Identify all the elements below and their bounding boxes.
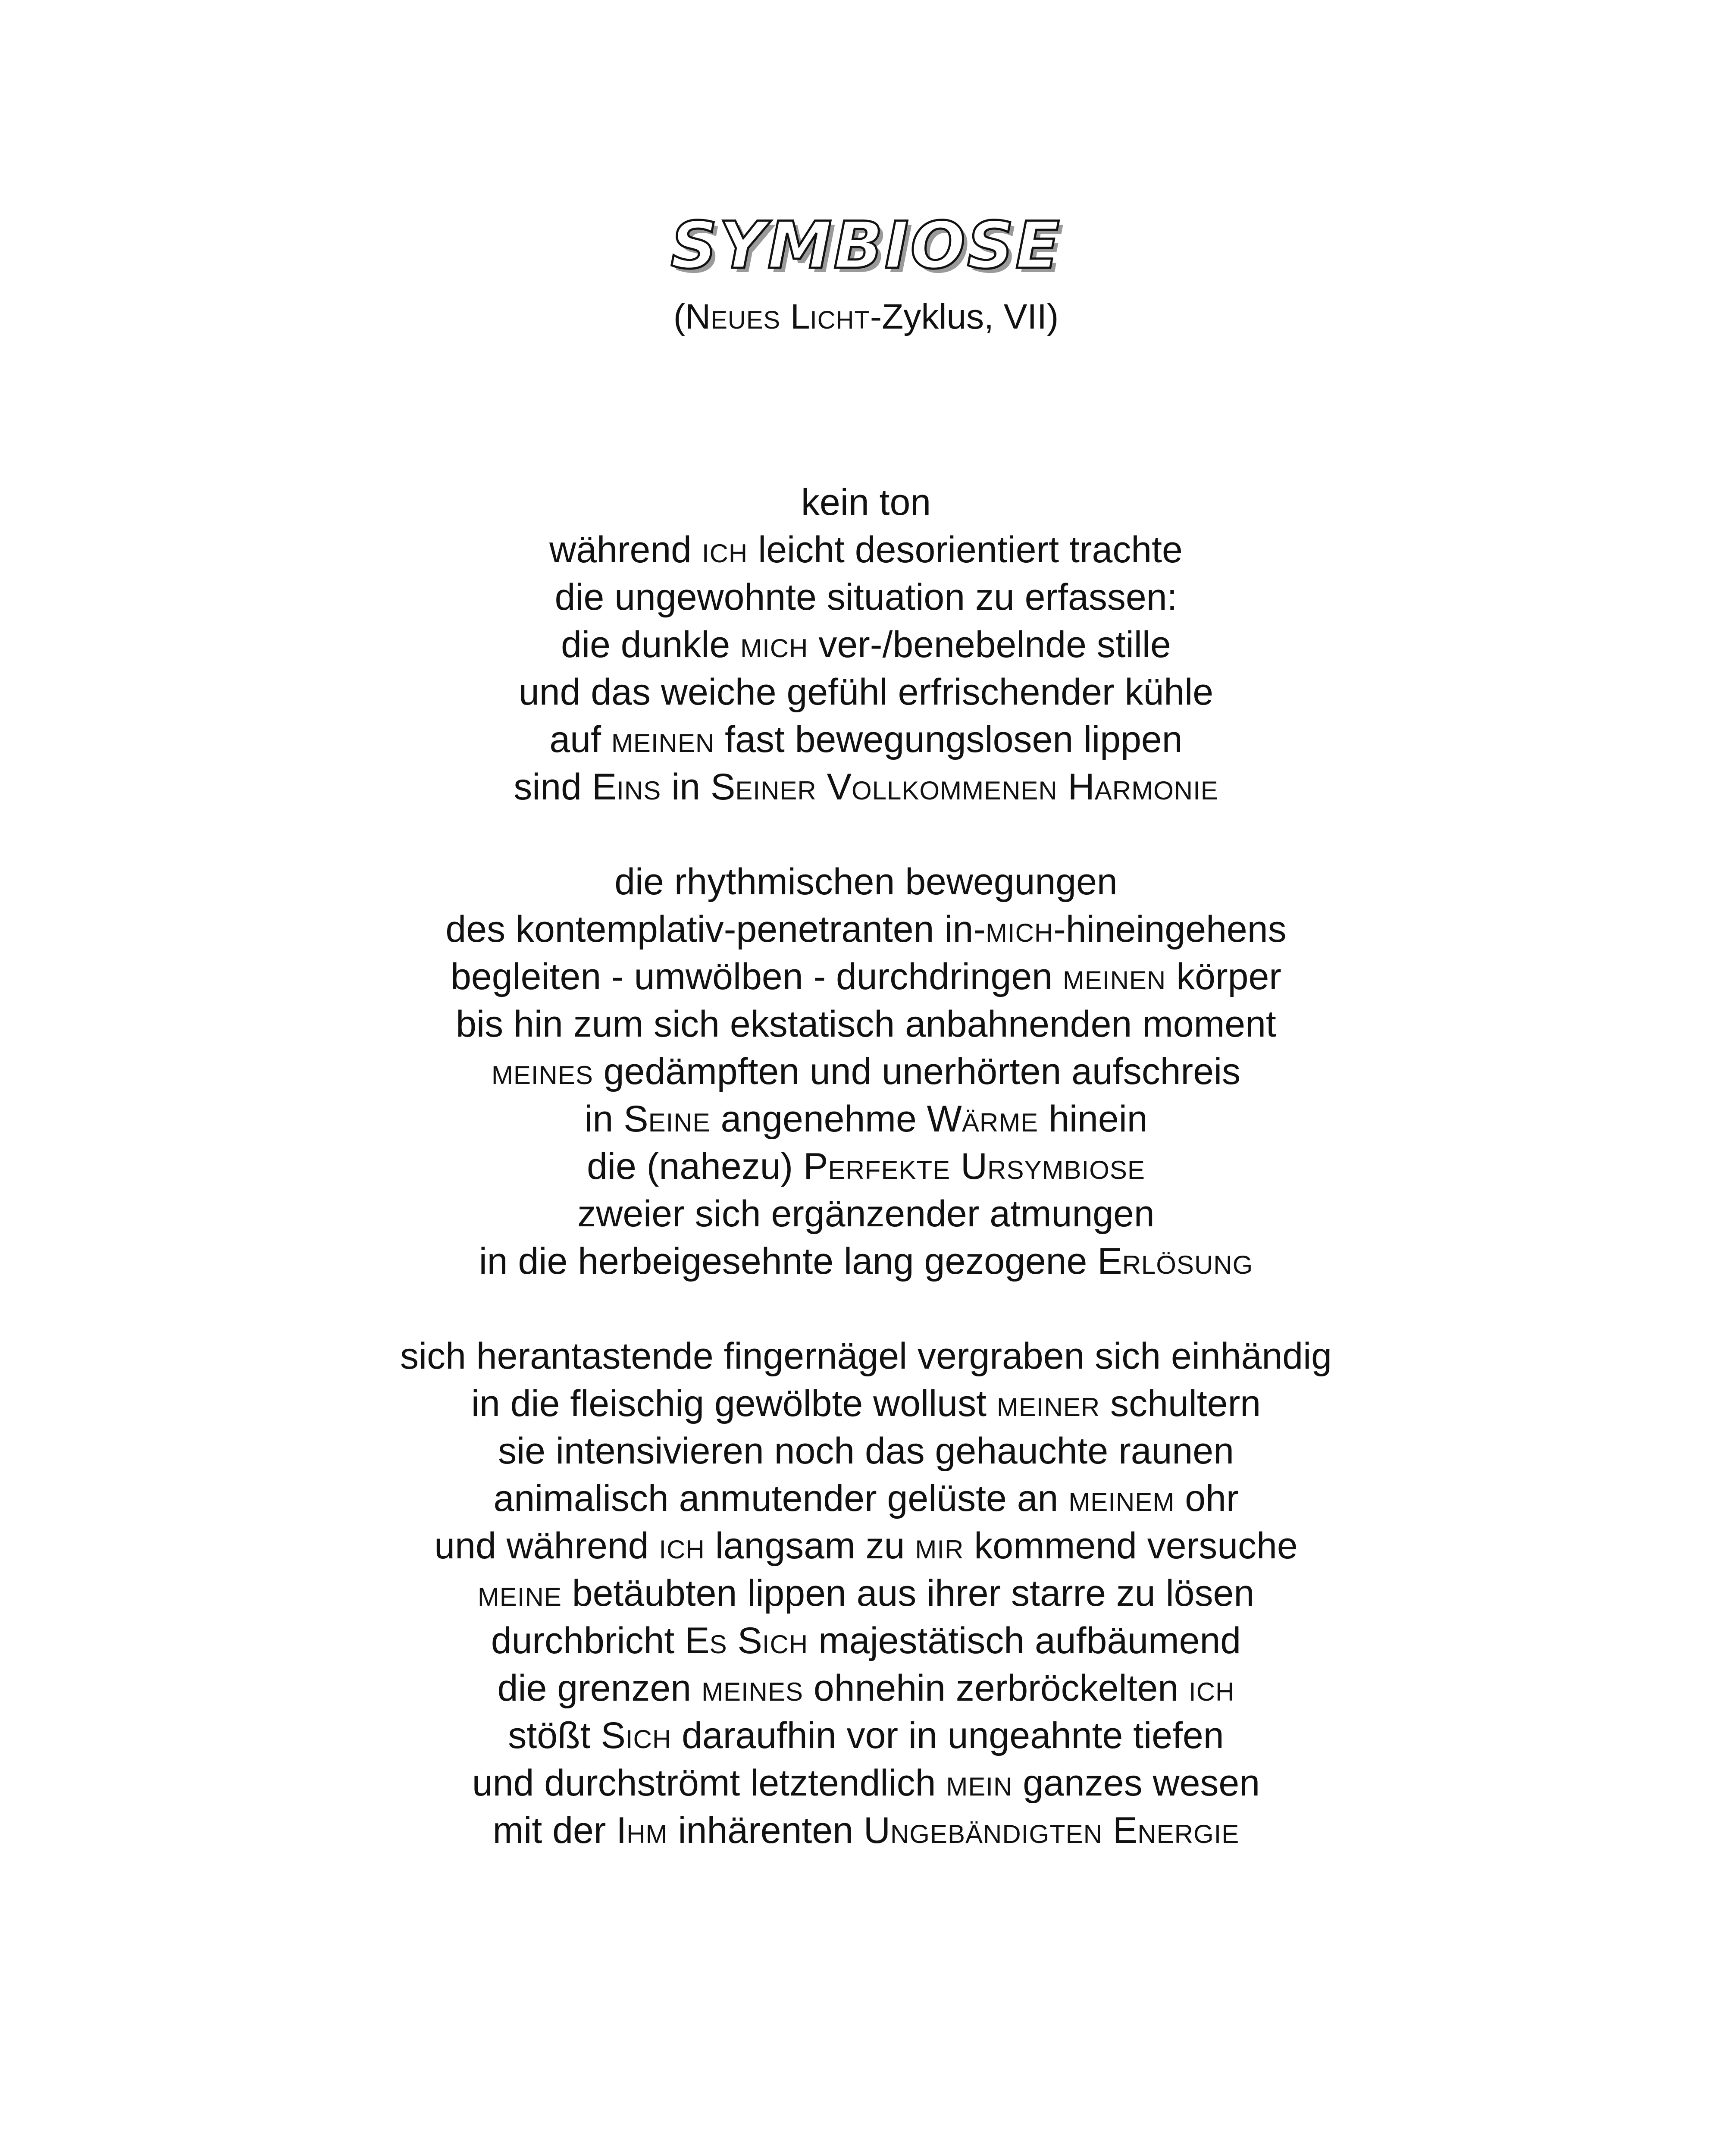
text-segment: in S [584, 1098, 648, 1140]
stanza [0, 1332, 1732, 1854]
text-segment: und während [434, 1525, 659, 1567]
text-segment: zweier sich ergänzender atmungen [577, 1193, 1155, 1235]
text-segment: majestätisch aufbäumend [808, 1620, 1241, 1661]
stanza [0, 479, 1732, 811]
small-caps-segment: RLÖSUNG [1122, 1250, 1253, 1279]
text-segment: in S [661, 766, 736, 808]
text-segment: in die fleischig gewölbte wollust [471, 1383, 997, 1424]
small-caps-segment: ICHT [810, 306, 870, 334]
poem-line [0, 1332, 1732, 1380]
small-caps-segment: ICH [659, 1535, 705, 1564]
text-segment: S [727, 1620, 762, 1661]
text-segment: während [549, 529, 702, 570]
small-caps-segment: HM [626, 1820, 668, 1849]
text-segment: die dunkle [561, 624, 741, 665]
poem-line [0, 668, 1732, 716]
text-segment: E [1102, 1810, 1138, 1851]
text-segment: V [816, 766, 852, 808]
small-caps-segment: MEIN [946, 1772, 1013, 1801]
text-segment: gedämpften und unerhörten aufschreis [593, 1051, 1241, 1092]
text-segment: mit der I [492, 1810, 627, 1851]
small-caps-segment: NGEBÄNDIGTEN [890, 1820, 1103, 1849]
poem-line [0, 1143, 1732, 1190]
text-segment: (N [673, 297, 711, 336]
text-segment: schultern [1100, 1383, 1261, 1424]
poem-title: SYMBIOSE [670, 208, 1062, 283]
text-segment: langsam zu [705, 1525, 915, 1567]
small-caps-segment: ICH [702, 539, 748, 568]
text-segment: angenehme W [710, 1098, 962, 1140]
text-segment: daraufhin vor in ungeahnte tiefen [671, 1715, 1224, 1756]
poem-line [0, 1617, 1732, 1664]
text-segment: kein ton [801, 482, 931, 523]
poem-line [0, 858, 1732, 906]
text-segment: ver-/benebelnde stille [808, 624, 1171, 665]
small-caps-segment: ÄRME [962, 1108, 1039, 1137]
text-segment: ganzes wesen [1012, 1762, 1260, 1804]
small-caps-segment: MIR [915, 1535, 964, 1564]
poem-line [0, 1190, 1732, 1238]
small-caps-segment: ARMONIE [1094, 776, 1218, 805]
text-segment: inhärenten U [667, 1810, 890, 1851]
poem-subtitle [0, 293, 1732, 344]
poem-line [0, 1664, 1732, 1712]
poem-line [0, 1475, 1732, 1522]
text-segment: kommend versuche [964, 1525, 1298, 1567]
small-caps-segment: EINER [735, 776, 817, 805]
text-segment: und durchströmt letztendlich [472, 1762, 946, 1804]
text-segment: körper [1166, 956, 1281, 997]
poem-line [0, 1380, 1732, 1427]
poem-line [0, 573, 1732, 621]
small-caps-segment: MICH [740, 634, 808, 663]
text-segment: -Zyklus, VII) [870, 297, 1059, 336]
text-segment: sind E [514, 766, 617, 808]
text-segment: H [1057, 766, 1095, 808]
small-caps-segment: ICH [762, 1630, 808, 1659]
poem-line [0, 1522, 1732, 1570]
small-caps-segment: MEINEN [1062, 966, 1166, 995]
text-segment: L [780, 297, 810, 336]
small-caps-segment: ICH [625, 1725, 672, 1754]
small-caps-segment: MEINEM [1068, 1488, 1175, 1517]
poem-line [0, 526, 1732, 573]
small-caps-segment: ERFEKTE [828, 1156, 951, 1185]
text-segment: sie intensivieren noch das gehauchte raunen [498, 1430, 1234, 1472]
small-caps-segment: OLLKOMMENEN [852, 776, 1058, 805]
text-segment: die grenzen [497, 1667, 702, 1709]
text-segment: des kontemplativ-penetranten in- [445, 909, 986, 950]
text-segment: U [950, 1146, 988, 1187]
poem-line [0, 621, 1732, 668]
text-segment: die rhythmischen bewegungen [614, 861, 1118, 903]
small-caps-segment: MEINEN [611, 729, 715, 758]
small-caps-segment: MICH [985, 918, 1054, 947]
small-caps-segment: EUES [711, 306, 781, 334]
small-caps-segment: MEINES [491, 1061, 593, 1090]
text-segment: ohnehin zerbröckelten [803, 1667, 1189, 1709]
text-segment: ohr [1175, 1478, 1239, 1519]
poem-line [0, 1712, 1732, 1759]
text-segment: auf [549, 719, 611, 760]
small-caps-segment: INS [617, 776, 661, 805]
text-segment: die ungewohnte situation zu erfassen: [554, 577, 1178, 618]
text-segment: in die herbeigesehnte lang gezogene E [479, 1241, 1122, 1282]
small-caps-segment: MEINES [701, 1677, 804, 1706]
text-segment: durchbricht E [491, 1620, 710, 1661]
small-caps-segment: RSYMBIOSE [987, 1156, 1145, 1185]
poem-line [0, 1000, 1732, 1048]
text-segment: sich herantastende fingernägel vergraben sich einhändig [400, 1335, 1332, 1377]
text-segment: betäubten lippen aus ihrer starre zu lösen [561, 1573, 1255, 1614]
small-caps-segment: NERGIE [1137, 1820, 1240, 1849]
stanza [0, 858, 1732, 1285]
poem-line [0, 1427, 1732, 1475]
poem-line [0, 479, 1732, 526]
text-segment: die (nahezu) P [587, 1146, 828, 1187]
text-segment: -hineingehens [1053, 909, 1287, 950]
text-segment: und das weiche gefühl erfrischender kühle [518, 671, 1214, 713]
poem-body [0, 479, 1732, 1902]
poem-line [0, 1095, 1732, 1143]
text-segment: begleiten - umwölben - durchdringen [451, 956, 1063, 997]
small-caps-segment: MEINER [996, 1393, 1100, 1422]
text-segment: hinein [1038, 1098, 1148, 1140]
poem-line [0, 763, 1732, 811]
poem-line [0, 906, 1732, 953]
small-caps-segment: ICH [1189, 1677, 1235, 1706]
small-caps-segment: S [709, 1630, 727, 1659]
poem-line [0, 1048, 1732, 1095]
small-caps-segment: MEINE [477, 1583, 562, 1611]
poem-line [0, 1238, 1732, 1285]
poem-line [0, 1570, 1732, 1617]
poem-line [0, 716, 1732, 763]
small-caps-segment: EINE [648, 1108, 711, 1137]
poem-line [0, 953, 1732, 1000]
poem-line [0, 1759, 1732, 1807]
text-segment: stößt S [508, 1715, 626, 1756]
text-segment: bis hin zum sich ekstatisch anbahnenden moment [456, 1003, 1276, 1045]
text-segment: fast bewegungslosen lippen [714, 719, 1183, 760]
text-segment: leicht desorientiert trachte [748, 529, 1183, 570]
text-segment: animalisch anmutender gelüste an [493, 1478, 1069, 1519]
poem-line [0, 1807, 1732, 1854]
